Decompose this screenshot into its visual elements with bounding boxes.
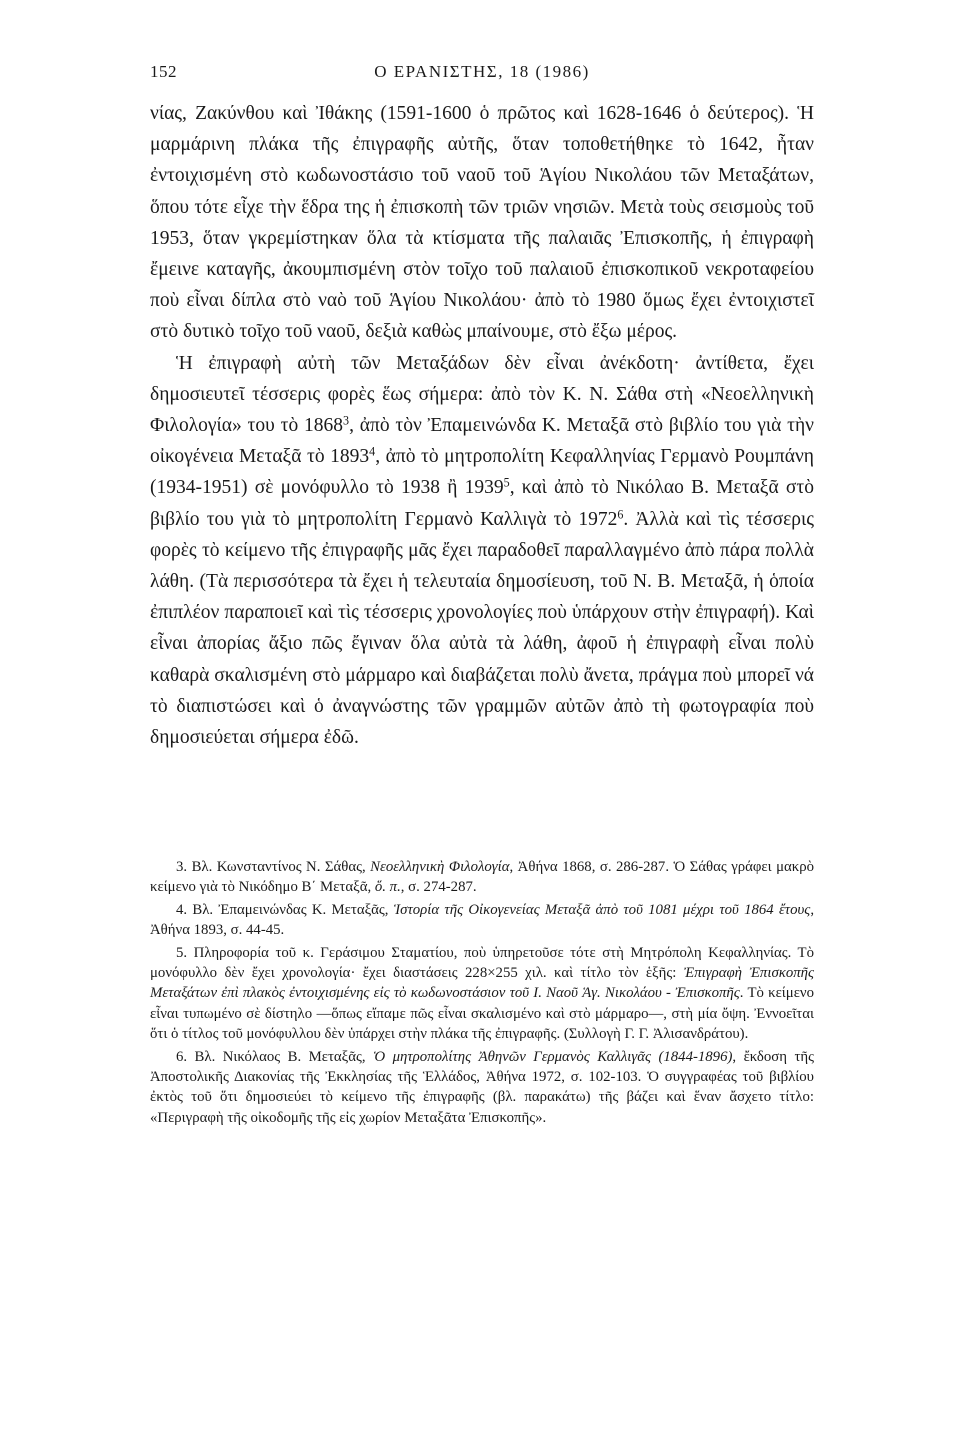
paragraph-2 [150,348,814,754]
note-text: , Ἀθήνα 1868, σ. 286-287. Ὁ Σάθας γράφει μακρὸ κείμενο γιὰ τὸ Νικόδημο Β΄ Μεταξᾶ, [150,859,814,896]
page-number: 152 [150,62,177,81]
note-title: Ἐπιγραφὴ Ἐπισκοπῆς Μεταξάτων ἐπὶ πλακὸς ἐντοιχισμένης εἰς τὸ κωδωνοστάσιον τοῦ Ι. Ναοῦ Ἁγ. Νικολάου - Ἐπισκοπῆς [150,965,815,1002]
paragraph-1: νίας, Ζακύνθου καὶ Ἰθάκης (1591-1600 ὁ πρῶτος καὶ 1628-1646 ὁ δεύτερος). Ἡ μαρμάρινη πλάκα τῆς ἐπιγραφῆς αὐτῆς, ὅταν τοποθετήθηκε τὸ 1642, ἦταν ἐντοιχισμένη στὸ κωδωνοστάσιο τοῦ ναοῦ τοῦ Ἁγίου Νικολάου τῶν Μεταξάτων, ὅπου τότε εἶχε τὴν ἕδρα της ἡ ἐπισκοπὴ τῶν τριῶν νησιῶν. Μετὰ τοὺς σεισμοὺς τοῦ 1953, ὅταν γκρεμίστηκαν ὅλα τὰ κτίσματα τῆς παλαιᾶς Ἐπισκοπῆς, ἡ ἐπιγραφὴ ἔμεινε καταγῆς, ἀκουμπισμένη στὸν τοῖχο τοῦ παλαιοῦ ἐπισκοπικοῦ νεκροταφείου ποὺ εἶναι δίπλα στὸ ναὸ τοῦ Ἁγίου Νικολάου· ἀπὸ τὸ 1980 ὅμως ἔχει ἐντοιχιστεῖ στὸ δυτικὸ τοῖχο τοῦ ναοῦ, δεξιὰ καθὼς μπαίνουμε, στὸ ἔξω μέρος. [150,103,814,343]
page-header [150,62,814,92]
text-run: , ἀπὸ τὸν Ἐπαμεινώνδα Κ. Μεταξᾶ στὸ βιβλίο του γιὰ τὴν οἰκογένεια Μεταξᾶ τὸ 1893 [150,415,814,468]
footnote-ref-5[interactable]: 5 [503,475,510,490]
note-text: , Ἀθήνα 1893, σ. 44-45. [150,901,815,939]
text-run: , καὶ ἀπὸ τὸ Νικόλαο Β. Μεταξᾶ στὸ βιβλίο του γιὰ τὸ μητροπολίτη Γερμανὸ Καλλιγὰ τὸ 1972 [150,477,814,530]
text-run: Ἡ ἐπιγραφὴ αὐτὴ τῶν Μεταξάδων δὲν εἶναι ἀνέκδοτη· ἀντίθετα, ἔχει δημοσιευτεῖ τέσσερις φορὲς ἕως σήμερα: ἀπὸ τὸν Κ. Ν. Σάθα στὴ «Νεοελληνικὴ Φιλολογία» του τὸ 1868 [150,352,814,437]
footnote-ref-6[interactable]: 6 [617,507,624,521]
note-text: , σ. 274-287. [400,879,477,896]
footnotes [150,857,814,1130]
note-title: Νεοελληνικὴ Φιλολογία [370,859,510,875]
text-run: , ἀπὸ τὸ μητροπολίτη Κεφαλληνίας Γερμανὸ Ρουμπάνη (1934-1951) σὲ μονόφυλλο τὸ 1938 ἢ 1939 [150,446,814,499]
note-text: 6. Βλ. Νικόλαος Β. Μεταξᾶς, [176,1048,374,1065]
note-abbrev: ὅ. π. [374,879,401,896]
note-title: Ὁ μητροπολίτης Ἀθηνῶν Γερμανὸς Καλλιγᾶς (1844-1896) [373,1048,733,1065]
footnote-ref-4[interactable]: 4 [369,444,376,459]
note-text: 5. Πληροφορία τοῦ κ. Γεράσιμου Σταματίου, ποὺ ὑπηρετοῦσε τότε στὴ Μητρόπολη Κεφαλληνίας. Τὸ μονόφυλλο δὲν ἔχει χρονολογία· ἔχει διαστάσεις 228×255 χιλ. καὶ τίτλο τὸν ἑξῆς: [150,944,814,982]
footnote-6 [150,1047,814,1129]
note-text: , ἔκδοση τῆς Ἀποστολικῆς Διακονίας τῆς Ἐκκλησίας τῆς Ἑλλάδος, Ἀθήνα 1972, σ. 102-103. Ὁ συγγραφέας τοῦ βιβλίου ἐκτὸς τοῦ ὅτι δημοσιεύει τὸ κείμενο τῆς ἐπιγραφῆς (βλ. παρακάτω) τῆς βάζει καὶ ἕναν ἄσχετο τίτλο: «Περιγραφὴ τῆς οἰκοδομῆς τῆς εἰς χωρίον Μεταξᾶτα Ἐπισκοπῆς». [150,1048,814,1126]
note-title: Ἱστορία τῆς Οἰκογενείας Μεταξᾶ ἀπὸ τοῦ 1081 μέχρι τοῦ 1864 ἔτους [393,901,811,918]
note-text: 4. Βλ. Ἐπαμεινώνδας Κ. Μεταξᾶς, [176,901,394,918]
note-text: 3. Βλ. Κωνσταντίνος Ν. Σάθας, [176,859,371,875]
main-text [150,98,814,753]
footnote-5 [150,943,814,1045]
note-text: . Τὸ κείμενο εἶναι τυπωμένο σὲ δίστηλο —ὅπως εἴπαμε πῶς εἶναι σκαλισμένο καὶ στὸ μάρμαρο—, στὴ μία ὄψη. Ἐννοεῖται ὅτι ὁ τίτλος τοῦ μονόφυλλου δὲν ὑπάρχει στὴν πλάκα τῆς ἐπιγραφῆς. (Συλλογὴ Γ. Γ. Ἀλισανδράτου). [150,985,814,1043]
footnote-3 [150,857,814,898]
running-title: Ο ΕΡΑΝΙΣΤΗΣ, 18 (1986) [374,62,590,81]
footnote-ref-3[interactable]: 3 [343,413,350,428]
footnote-4 [150,900,814,941]
text-run: . Ἀλλὰ καὶ τὶς τέσσερις φορὲς τὸ κείμενο τῆς ἐπιγραφῆς μᾶς ἔχει παραδοθεῖ παραλλαγμένο ἀπὸ πάρα πολλὰ λάθη. (Τὰ περισσότερα τὰ ἔχει ἡ τελευταία δημοσίευση, τοῦ Ν. Β. Μεταξᾶ, ἡ ὁποία ἐπιπλέον παραποιεῖ καὶ τὶς τέσσερις χρονολογίες ποὺ ὑπάρχουν στὴν ἐπιγραφή). Καὶ εἶναι ἀπορίας ἄξιο πῶς ἔγιναν ὅλα αὐτὰ τὰ λάθη, ἀφοῦ ἡ ἐπιγραφὴ εἶναι πολὺ καθαρὰ σκαλισμένη στὸ μάρμαρο καὶ διαβάζεται πολὺ ἄνετα, πράγμα ποὺ μπορεῖ νά τὸ διαπιστώσει καὶ ὁ ἀναγνώστης τῶν γραμμῶν αὐτῶν ἀπὸ τὴ φωτογραφία ποὺ δημοσιεύεται σήμερα ἐδῶ. [150,508,814,749]
